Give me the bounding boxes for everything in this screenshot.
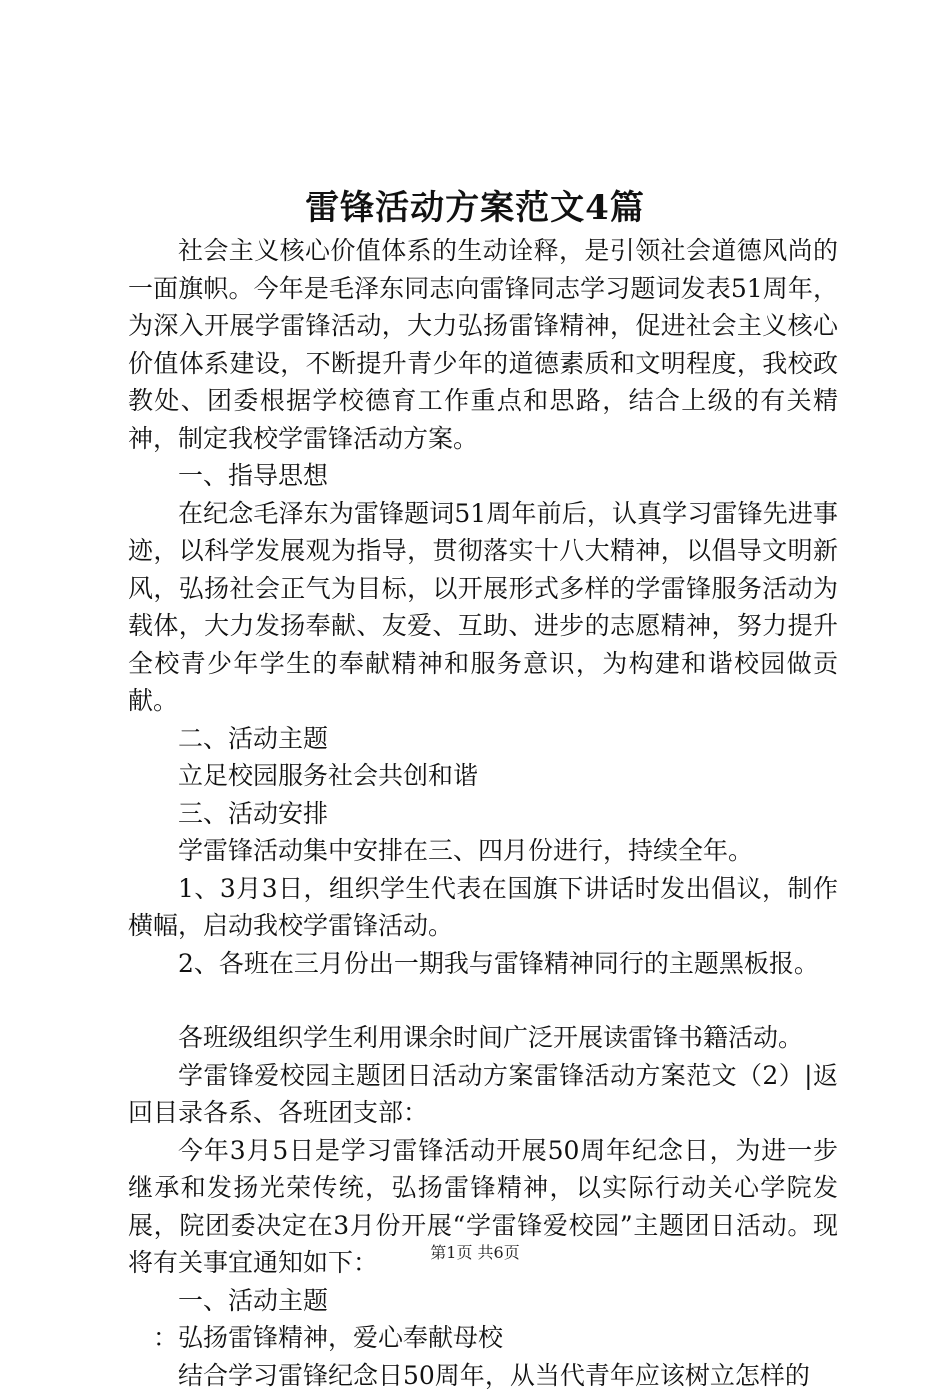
paragraph-section-2-header: 学雷锋爱校园主题团日活动方案雷锋活动方案范文（2）|返回目录各系、各班团支部： <box>128 1057 838 1132</box>
section-heading-arrangement: 三、活动安排 <box>128 795 838 833</box>
list-item-1: 1、3月3日，组织学生代表在国旗下讲话时发出倡议，制作横幅，启动我校学雷锋活动。 <box>128 870 838 945</box>
page-footer: 第1页 共6页 <box>0 1241 950 1265</box>
paragraph-continuation: 结合学习雷锋纪念日50周年，从当代青年应该树立怎样的 <box>128 1357 838 1394</box>
section-heading-guiding-thought: 一、指导思想 <box>128 457 838 495</box>
paragraph-reading: 各班级组织学生利用课余时间广泛开展读雷锋书籍活动。 <box>128 1019 838 1057</box>
paragraph-theme: 立足校园服务社会共创和谐 <box>128 757 838 795</box>
paragraph-section-2-intro: 今年3月5日是学习雷锋活动开展50周年纪念日，为进一步继承和发扬光荣传统，弘扬雷锋精神，以实际行动关心学院发展，院团委决定在3月份开展“学雷锋爱校园”主题团日活动。现将有关事宜通知如下： <box>128 1132 838 1282</box>
section-heading-theme: 二、活动主题 <box>128 720 838 758</box>
paragraph-arrangement: 学雷锋活动集中安排在三、四月份进行，持续全年。 <box>128 832 838 870</box>
document-body <box>128 232 838 1394</box>
document-title: 雷锋活动方案范文4篇 <box>0 182 950 234</box>
section-heading-theme-2: 一、活动主题 <box>128 1282 838 1320</box>
paragraph-intro: 社会主义核心价值体系的生动诠释，是引领社会道德风尚的一面旗帜。今年是毛泽东同志向雷锋同志学习题词发表51周年，为深入开展学雷锋活动，大力弘扬雷锋精神，促进社会主义核心价值体系建设，不断提升青少年的道德素质和文明程度，我校政教处、团委根据学校德育工作重点和思路，结合上级的有关精神，制定我校学雷锋活动方案。 <box>128 232 838 457</box>
list-item-2: 2、各班在三月份出一期我与雷锋精神同行的主题黑板报。 <box>128 945 838 983</box>
paragraph-guiding-thought: 在纪念毛泽东为雷锋题词51周年前后，认真学习雷锋先进事迹，以科学发展观为指导，贯彻落实十八大精神，以倡导文明新风，弘扬社会正气为目标，以开展形式多样的学雷锋服务活动为载体，大力发扬奉献、友爱、互助、进步的志愿精神，努力提升全校青少年学生的奉献精神和服务意识，为构建和谐校园做贡献。 <box>128 495 838 720</box>
paragraph-theme-2: ：弘扬雷锋精神，爱心奉献母校 <box>128 1319 838 1357</box>
